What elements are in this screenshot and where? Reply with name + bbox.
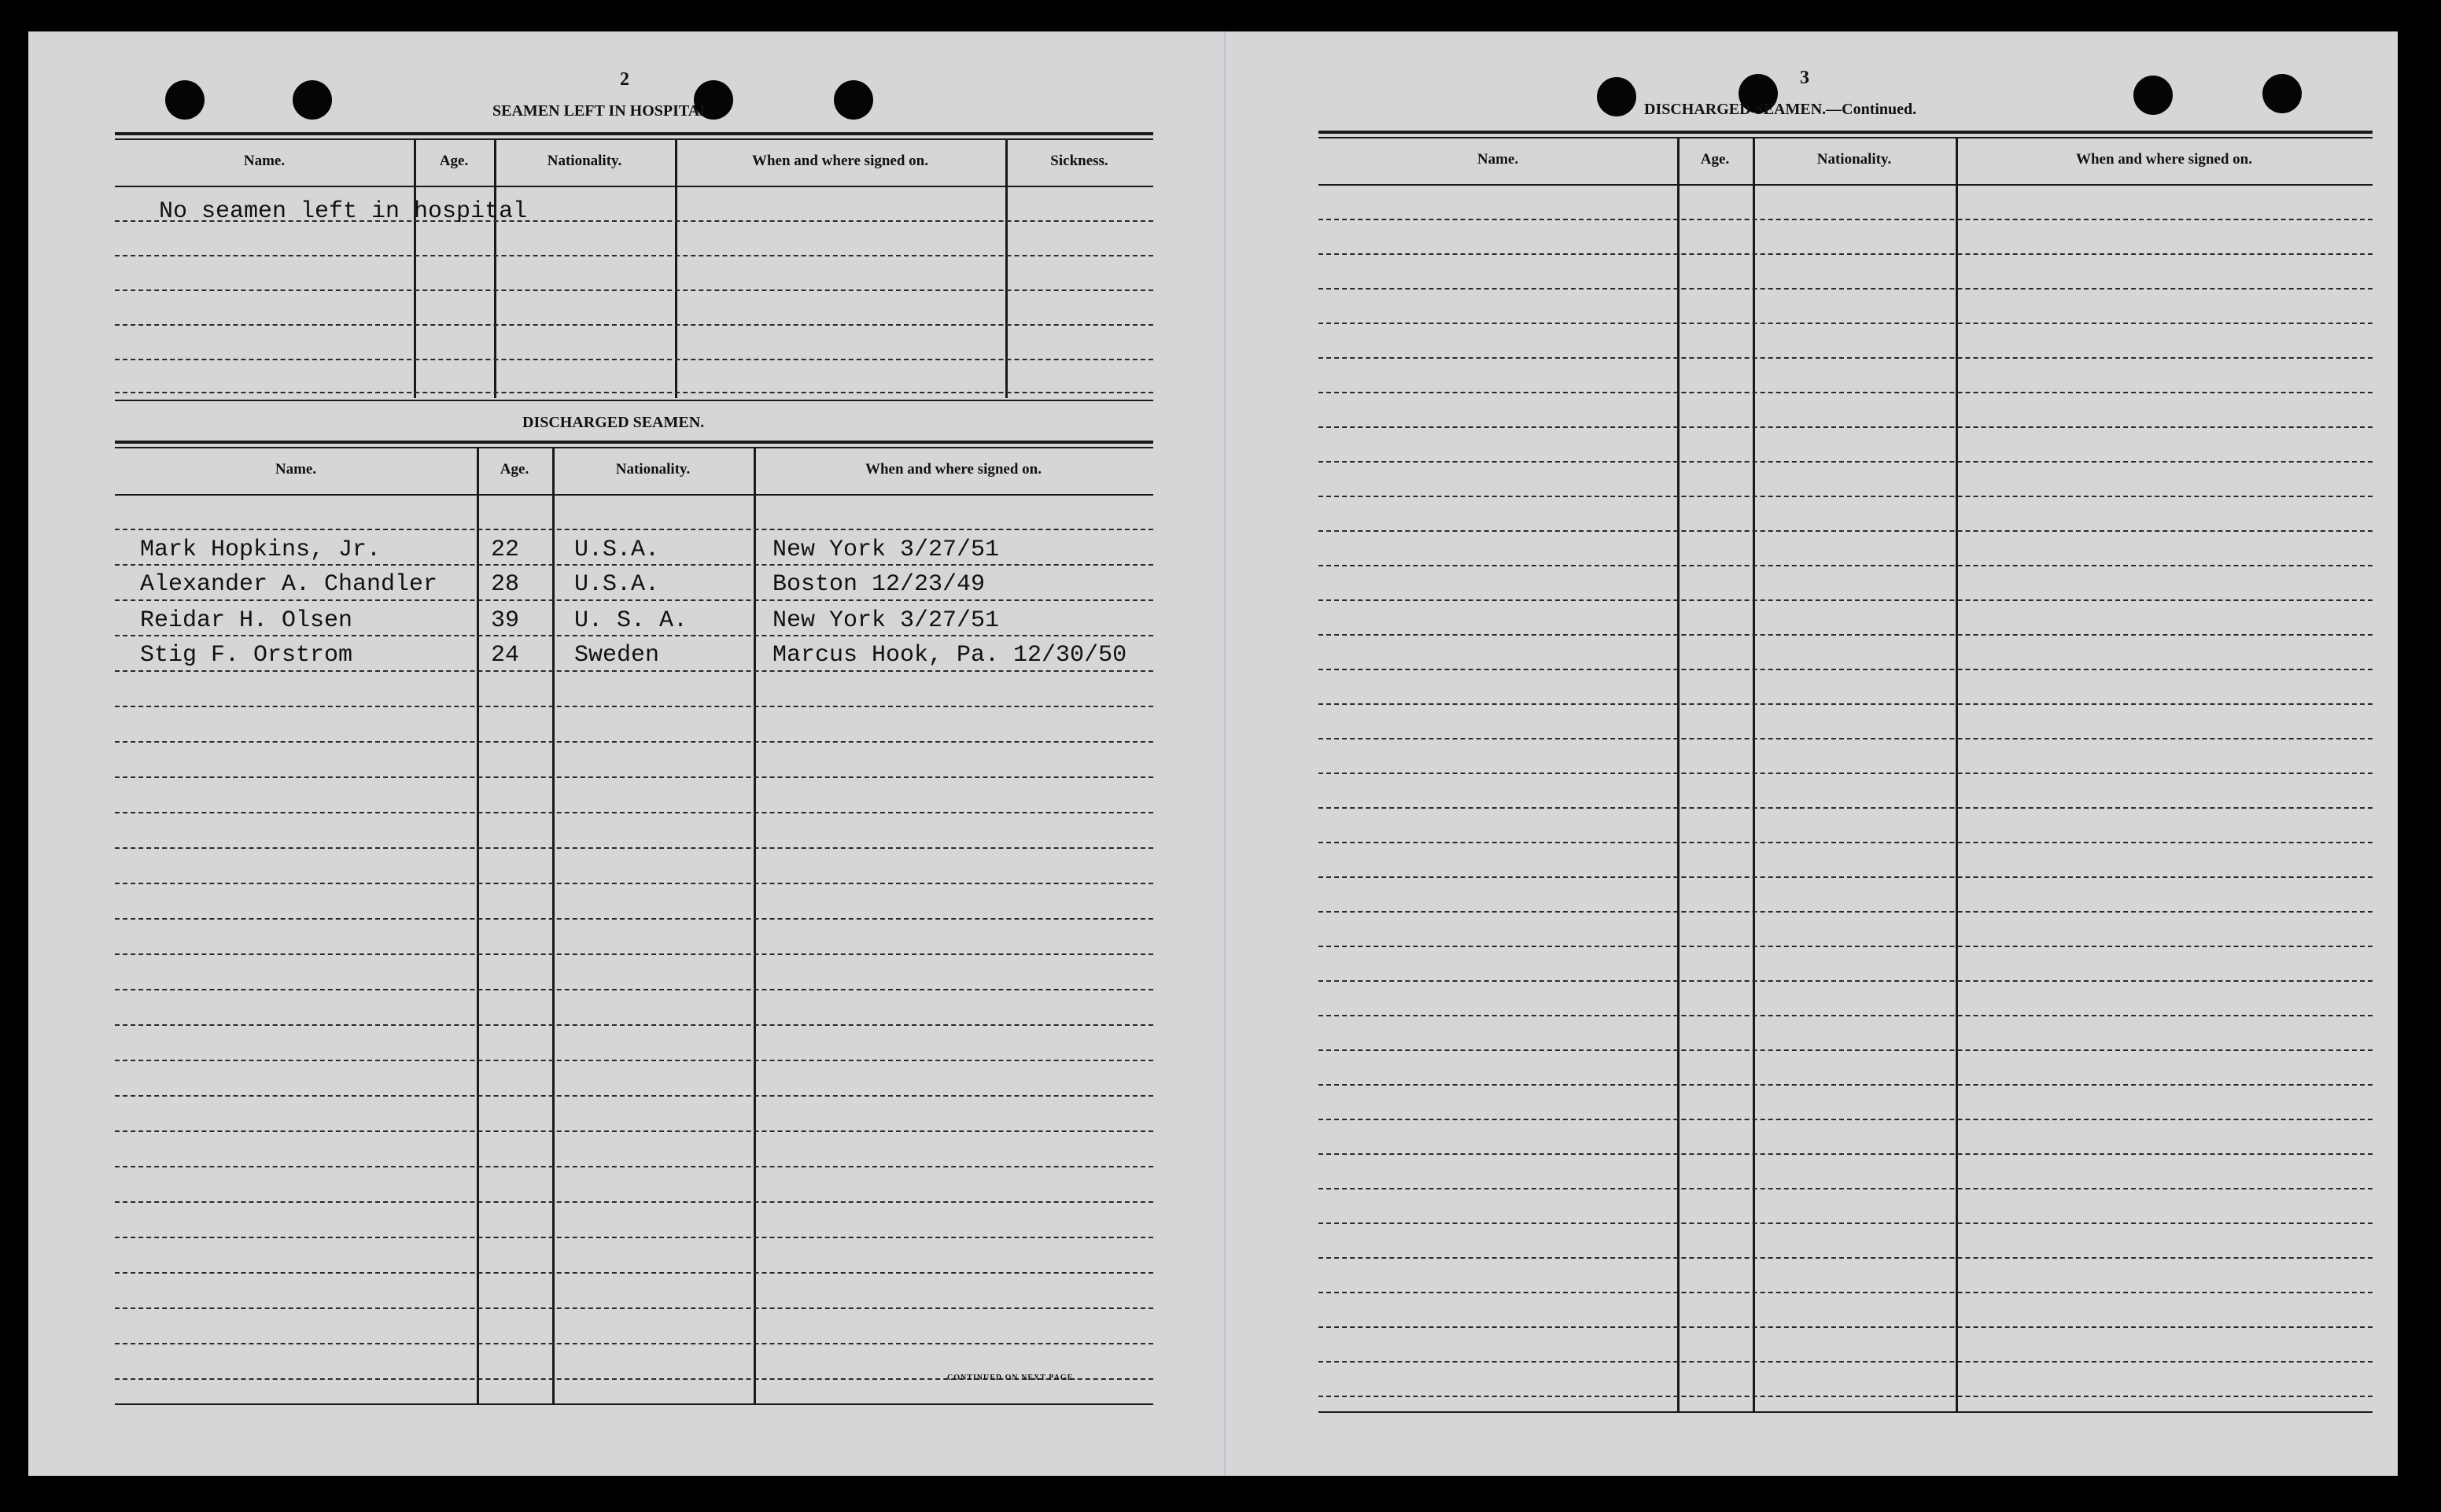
col-header-nationality: Nationality.: [615, 461, 691, 478]
row-line: [1318, 1049, 2373, 1051]
row-line: [1318, 530, 2373, 532]
seaman-age: 22: [491, 537, 520, 563]
discharged-continued-title: DISCHARGED SEAMEN.—Continued.: [1644, 101, 1917, 118]
header-rule: [115, 494, 1153, 496]
row-line: [1318, 1153, 2373, 1155]
row-line: [115, 776, 1153, 778]
page-number: 3: [1800, 68, 1809, 88]
row-line: [1318, 634, 2373, 636]
row-line: [1318, 426, 2373, 428]
row-line: [1318, 253, 2373, 255]
row-line: [115, 812, 1153, 813]
seaman-nationality: U. S. A.: [574, 607, 688, 634]
punch-hole: [165, 80, 205, 120]
col-header-signed-on: When and where signed on.: [865, 461, 1042, 478]
row-line: [115, 1024, 1153, 1026]
table-top-rule: [115, 132, 1153, 135]
row-line: [115, 989, 1153, 990]
punch-hole: [2133, 76, 2173, 115]
row-line: [1318, 1015, 2373, 1016]
seaman-name: Stig F. Orstrom: [140, 642, 353, 669]
column-divider: [1677, 137, 1680, 1411]
row-line: [1318, 703, 2373, 705]
column-divider: [552, 447, 555, 1403]
row-line: [115, 1201, 1153, 1203]
table-top-rule: [1318, 131, 2373, 134]
continued-note: CONTINUED ON NEXT PAGE.: [947, 1374, 1076, 1382]
hospital-section-title: SEAMEN LEFT IN HOSPITAL.: [492, 102, 714, 120]
seaman-signed-on: New York 3/27/51: [772, 537, 1000, 563]
row-line: [1318, 288, 2373, 289]
row-line: [115, 706, 1153, 707]
column-divider: [1956, 137, 1958, 1411]
row-line: [115, 359, 1153, 360]
row-line: [115, 918, 1153, 920]
seaman-name: Mark Hopkins, Jr.: [140, 537, 382, 563]
row-line: [115, 670, 1153, 672]
row-line: [115, 1237, 1153, 1238]
row-line: [1318, 1326, 2373, 1328]
seaman-age: 24: [491, 642, 520, 669]
hospital-table: [115, 132, 1153, 436]
page-number: 2: [620, 69, 629, 90]
row-line: [115, 1343, 1153, 1344]
row-line: [1318, 1292, 2373, 1293]
row-line: [115, 1272, 1153, 1274]
row-line: [115, 1307, 1153, 1309]
row-line: [1318, 1223, 2373, 1224]
row-line: [1318, 669, 2373, 670]
table-bottom-rule: [115, 1403, 1153, 1405]
seaman-name: Alexander A. Chandler: [140, 571, 438, 598]
punch-hole: [2262, 74, 2302, 113]
row-line: [1318, 357, 2373, 359]
table-top-rule: [115, 138, 1153, 140]
column-divider: [477, 447, 479, 1403]
row-line: [1318, 565, 2373, 566]
row-line: [1318, 599, 2373, 601]
row-line: [1318, 946, 2373, 947]
hospital-note: No seamen left in hospital: [159, 198, 528, 225]
discharged-continued-table: [1318, 131, 2373, 1421]
document-sheet: [28, 31, 2398, 1476]
row-line: [1318, 323, 2373, 324]
col-header-sickness: Sickness.: [1050, 153, 1108, 169]
seaman-signed-on: New York 3/27/51: [772, 607, 1000, 634]
table-top-rule: [115, 447, 1153, 448]
row-line: [115, 529, 1153, 530]
row-line: [1318, 219, 2373, 220]
table-bottom-rule: [115, 400, 1153, 401]
seaman-signed-on: Boston 12/23/49: [772, 571, 986, 598]
col-header-age: Age.: [1700, 151, 1730, 168]
row-line: [1318, 1257, 2373, 1259]
row-line: [1318, 496, 2373, 497]
row-line: [1318, 1396, 2373, 1397]
row-line: [1318, 911, 2373, 913]
row-line: [115, 599, 1153, 601]
seaman-nationality: Sweden: [574, 642, 660, 669]
left-page: [28, 31, 1216, 1476]
discharged-section-title: DISCHARGED SEAMEN.: [522, 414, 705, 431]
col-header-name: Name.: [1477, 151, 1519, 168]
row-line: [115, 635, 1153, 636]
col-header-age: Age.: [500, 461, 529, 478]
col-header-nationality: Nationality.: [1816, 151, 1892, 168]
row-line: [115, 953, 1153, 955]
header-rule: [1318, 184, 2373, 186]
row-line: [115, 847, 1153, 849]
column-divider: [1753, 137, 1755, 1411]
row-line: [115, 1166, 1153, 1167]
row-line: [1318, 807, 2373, 809]
row-line: [115, 883, 1153, 884]
row-line: [1318, 773, 2373, 774]
row-line: [115, 1095, 1153, 1097]
row-line: [115, 324, 1153, 326]
col-header-signed-on: When and where signed on.: [2075, 151, 2252, 168]
row-line: [115, 289, 1153, 291]
table-bottom-rule: [1318, 1411, 2373, 1413]
row-line: [1318, 1188, 2373, 1189]
row-line: [115, 564, 1153, 566]
seaman-nationality: U.S.A.: [574, 571, 660, 598]
row-line: [1318, 392, 2373, 393]
row-line: [115, 392, 1153, 393]
table-top-rule: [115, 441, 1153, 444]
row-line: [115, 1060, 1153, 1061]
page-fold: [1224, 31, 1226, 1476]
col-header-nationality: Nationality.: [547, 153, 622, 169]
punch-hole: [293, 80, 332, 120]
discharged-table: [115, 441, 1153, 1413]
seaman-name: Reidar H. Olsen: [140, 607, 353, 634]
punch-hole: [1597, 77, 1636, 116]
row-line: [1318, 980, 2373, 982]
right-page: [1240, 31, 2398, 1476]
row-line: [1318, 1084, 2373, 1086]
row-line: [1318, 738, 2373, 739]
row-line: [115, 741, 1153, 743]
row-line: [1318, 1119, 2373, 1120]
header-rule: [115, 186, 1153, 187]
seaman-age: 39: [491, 607, 520, 634]
row-line: [1318, 461, 2373, 463]
column-divider: [754, 447, 756, 1403]
row-line: [1318, 1361, 2373, 1363]
seaman-age: 28: [491, 571, 520, 598]
row-line: [115, 255, 1153, 256]
table-top-rule: [1318, 137, 2373, 138]
row-line: [1318, 842, 2373, 843]
col-header-name: Name.: [243, 153, 286, 169]
row-line: [115, 1130, 1153, 1132]
col-header-signed-on: When and where signed on.: [751, 153, 928, 169]
row-line: [1318, 876, 2373, 878]
col-header-age: Age.: [439, 153, 469, 169]
seaman-signed-on: Marcus Hook, Pa. 12/30/50: [772, 642, 1127, 669]
seaman-nationality: U.S.A.: [574, 537, 660, 563]
punch-hole: [834, 80, 873, 120]
col-header-name: Name.: [275, 461, 317, 478]
